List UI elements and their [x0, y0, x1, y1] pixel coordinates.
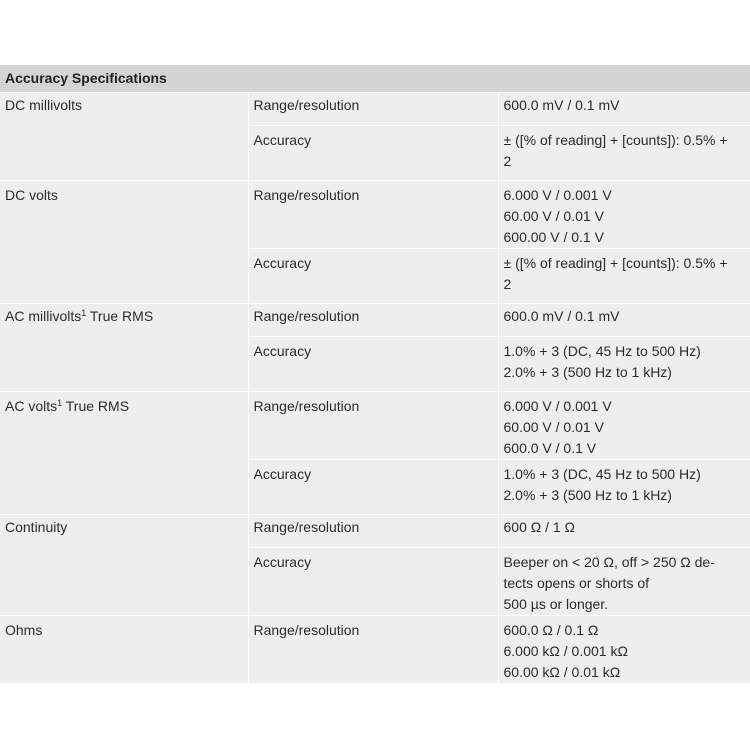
range-resolution-label: Range/resolution [248, 304, 498, 337]
range-resolution-label: Range/resolution [248, 181, 498, 249]
parameter-name [0, 181, 248, 304]
accuracy-label: Accuracy [248, 548, 498, 616]
footnote-marker: 1 [81, 308, 87, 318]
spec-grid [0, 93, 750, 684]
value-line: 2 [503, 276, 512, 292]
value-line: 600.0 mV / 0.1 mV [503, 308, 620, 324]
parameter-label: Continuity [5, 519, 68, 535]
value-line: Beeper on < 20 Ω, off > 250 Ω de- [503, 554, 715, 570]
range-resolution-value [498, 181, 750, 249]
parameter-label: AC millivolts [5, 308, 82, 324]
parameter-name [0, 515, 248, 616]
accuracy-label: Accuracy [248, 337, 498, 392]
value-line: ± ([% of reading] + [counts]): 0.5% + [503, 132, 728, 148]
table-title: Accuracy Specifications [0, 65, 750, 93]
parameter-name [0, 392, 248, 515]
value-line: 1.0% + 3 (DC, 45 Hz to 500 Hz) [503, 343, 701, 359]
table-row [0, 93, 750, 126]
accuracy-value [498, 460, 750, 515]
accuracy-label: Accuracy [248, 460, 498, 515]
value-line: 1.0% + 3 (DC, 45 Hz to 500 Hz) [503, 466, 701, 482]
value-line: 2.0% + 3 (500 Hz to 1 kHz) [503, 487, 672, 503]
value-line: 6.000 V / 0.001 V [503, 398, 612, 414]
accuracy-value [498, 337, 750, 392]
value-line: 6.000 V / 0.001 V [503, 187, 612, 203]
value-line: ± ([% of reading] + [counts]): 0.5% + [503, 255, 728, 271]
accuracy-value [498, 126, 750, 181]
parameter-label: DC millivolts [5, 97, 82, 113]
parameter-suffix: True RMS [86, 308, 154, 324]
table-row [0, 515, 750, 548]
value-line: tects opens or shorts of [503, 575, 650, 591]
value-line: 60.00 V / 0.01 V [503, 208, 604, 224]
range-resolution-value [498, 304, 750, 337]
parameter-name [0, 304, 248, 392]
table-row [0, 181, 750, 249]
range-resolution-label: Range/resolution [248, 93, 498, 126]
parameter-name [0, 93, 248, 181]
accuracy-value [498, 548, 750, 616]
table-row [0, 616, 750, 684]
value-line: 600.0 mV / 0.1 mV [503, 97, 620, 113]
value-line: 500 µs or longer. [503, 596, 609, 612]
value-line: 600 Ω / 1 Ω [503, 519, 576, 535]
accuracy-value [498, 249, 750, 304]
value-line: 600.0 V / 0.1 V [503, 440, 597, 456]
parameter-name [0, 616, 248, 684]
range-resolution-value [498, 93, 750, 126]
range-resolution-label: Range/resolution [248, 515, 498, 548]
value-line: 60.00 V / 0.01 V [503, 419, 604, 435]
parameter-suffix: True RMS [62, 398, 130, 414]
value-line: 60.00 kΩ / 0.01 kΩ [503, 664, 621, 680]
parameter-label: Ohms [5, 622, 43, 638]
accuracy-label: Accuracy [248, 249, 498, 304]
accuracy-label: Accuracy [248, 126, 498, 181]
range-resolution-value [498, 392, 750, 460]
parameter-label: AC volts [5, 398, 58, 414]
value-line: 2 [503, 153, 512, 169]
accuracy-spec-table [0, 65, 750, 684]
value-line: 600.00 V / 0.1 V [503, 229, 604, 245]
table-row [0, 304, 750, 337]
value-line: 600.0 Ω / 0.1 Ω [503, 622, 599, 638]
range-resolution-value [498, 515, 750, 548]
range-resolution-value [498, 616, 750, 684]
value-line: 6.000 kΩ / 0.001 kΩ [503, 643, 628, 659]
footnote-marker: 1 [57, 398, 63, 408]
range-resolution-label: Range/resolution [248, 616, 498, 684]
value-line: 2.0% + 3 (500 Hz to 1 kHz) [503, 364, 672, 380]
range-resolution-label: Range/resolution [248, 392, 498, 460]
table-row [0, 392, 750, 460]
parameter-label: DC volts [5, 187, 58, 203]
